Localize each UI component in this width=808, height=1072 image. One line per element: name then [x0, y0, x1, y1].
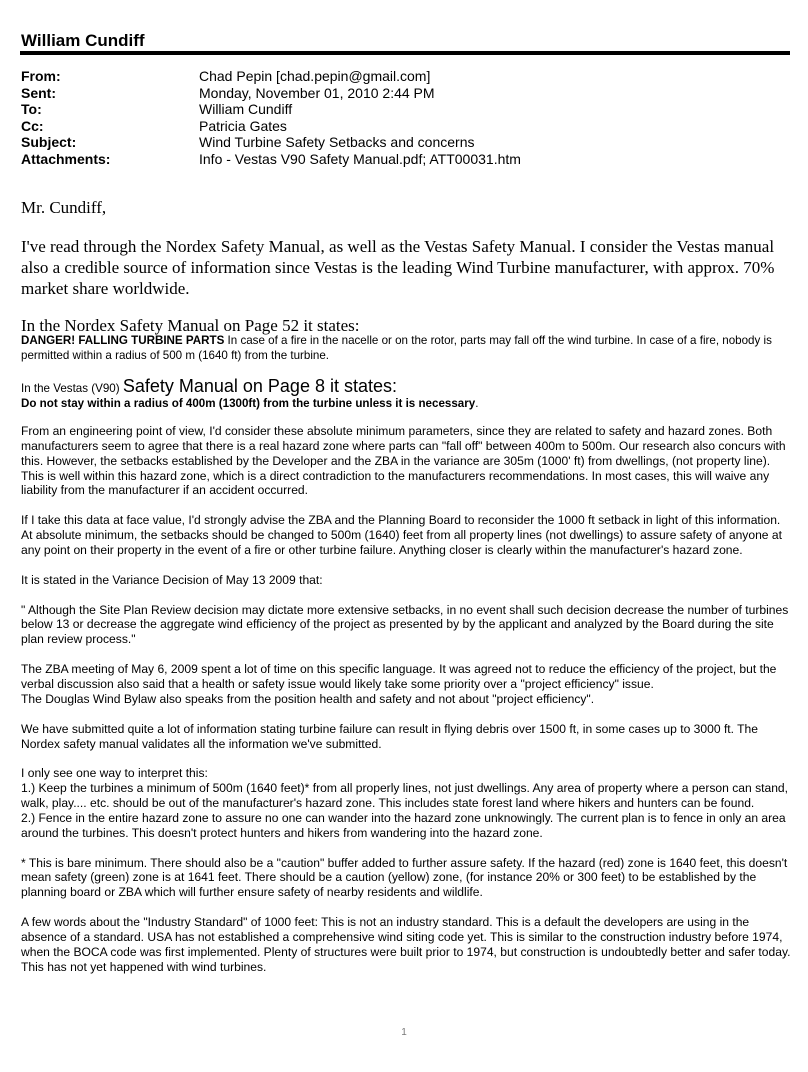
attachments-label: Attachments: — [21, 150, 111, 167]
paragraph-footnote: * This is bare minimum. There should also be a "caution" buffer added to further assure safety. If the hazard (red) zone is 1640 feet, this doesn't mean safety (green) zone is at 1641 feet. There should be a caution (yellow) zone, (for instance 20% or 300 feet) to be established by the planning board or ZBA which will further ensure safety of nearby residents and wildlife. — [21, 855, 788, 900]
mailbox-owner-name: William Cundiff — [21, 31, 145, 50]
nordex-quote — [21, 333, 793, 363]
header-divider — [20, 51, 790, 55]
paragraph-bylaw: The Douglas Wind Bylaw also speaks from the position health and safety and not about "project efficiency". — [21, 691, 595, 706]
nordex-quote-heading: In the Nordex Safety Manual on Page 52 it states: — [21, 316, 360, 335]
paragraph-variance-quote: " Although the Site Plan Review decision may dictate more extensive setbacks, in no event shall such decision decrease the number of turbines below 13 or decrease the aggregate wind efficiency of the project as presented by by the applicant and analyzed by the Board during the site plan review process." — [21, 602, 789, 647]
paragraph-industry-standard: A few words about the "Industry Standard" of 1000 feet: This is not an industry standard. This is a default the developers are using in the absence of a standard. USA has not established a comprehensive wind siting code yet. This is similar to the construction industry before 1974, when the BOCA code was first implemented. Plenty of structures were built prior to 1974, but construction is undoubtedly better and safer today. This has not yet happened with wind turbines. — [21, 915, 791, 974]
intro-paragraph: I've read through the Nordex Safety Manual, as well as the Vestas Safety Manual. I consider the Vestas manual also a credible source of information since Vestas is the leading Wind Turbine manufacturer, with approx. 70% market share worldwide. — [21, 237, 775, 298]
subject-value: Wind Turbine Safety Setbacks and concerns — [199, 134, 475, 150]
attachments-value: Info - Vestas V90 Safety Manual.pdf; ATT00031.htm — [199, 150, 521, 167]
to-label: To: — [21, 101, 42, 117]
vestas-warning-text: Do not stay within a radius of 400m (1300ft) from the turbine unless it is necessary — [21, 397, 476, 410]
paragraph-submitted: We have submitted quite a lot of information stating turbine failure can result in flying debris over 1500 ft, in some cases up to 3000 ft. The Nordex safety manual validates all the information we've submitted. — [21, 721, 759, 751]
from-value: Chad Pepin [chad.pepin@gmail.com] — [199, 68, 431, 84]
paragraph-engineering: From an engineering point of view, I'd consider these absolute minimum parameters, since they are related to safety and hazard zones. Both manufacturers seem to agree that there is a real hazard zone where parts can "fall off" between 400m to 500m. Our research also concurs with this. However, the setbacks established by the Developer and the ZBA in the variance are 305m (1000' ft) from dwellings, (not property line). This is well within this hazard zone, which is a direct contradiction to the manufacturers recommendations. In most cases, this will waive any liability from the manufacturer if an accident occurred. — [21, 424, 786, 498]
list-item-2: 2.) Fence in the entire hazard zone to assure no one can wander into the hazard zone unknowingly. The current plan is to fence in only an area around the turbines. This doesn't protect hunters and hikers from wandering into the hazard zone. — [21, 810, 786, 840]
sent-value: Monday, November 01, 2010 2:44 PM — [199, 84, 435, 101]
vestas-warning-end: . — [475, 397, 479, 410]
sent-label: Sent: — [21, 84, 56, 101]
page-number: 1 — [401, 1027, 407, 1038]
nordex-quote-text: In case of a fire in the nacelle or on the rotor, parts may fall off the wind turbine. In case of a fire, nobody is permitted within a radius of 500 m (1640 ft) from the turbine. — [21, 334, 772, 362]
nordex-danger-label: DANGER! FALLING TURBINE PARTS — [21, 334, 225, 347]
vestas-heading-large: Safety Manual on Page 8 it states: — [122, 376, 397, 396]
from-label: From: — [21, 68, 61, 84]
paragraph-interpret: I only see one way to interpret this: — [21, 766, 208, 781]
to-value: William Cundiff — [199, 101, 293, 117]
cc-label: Cc: — [21, 117, 44, 134]
vestas-warning — [21, 397, 478, 410]
subject-label: Subject: — [21, 134, 77, 150]
vestas-heading-small: In the Vestas (V90) — [21, 382, 123, 395]
salutation: Mr. Cundiff, — [21, 198, 107, 217]
paragraph-zba-meeting: The ZBA meeting of May 6, 2009 spent a lot of time on this specific language. It was agreed not to reduce the efficiency of the project, but the verbal discussion also said that a health or safety issue would likely take some priority over a "project efficiency" issue. — [21, 662, 777, 691]
list-item-1: 1.) Keep the turbines a minimum of 500m (1640 feet)* from all properly lines, not just dwellings. Any area of property where a person can stand, walk, play.... etc. should be out of the manufacturer's hazard zone. This includes state forest land where hikers and hunters can be found. — [21, 781, 789, 811]
email-body — [21, 424, 793, 989]
vestas-quote-heading — [21, 376, 397, 397]
paragraph-variance-intro: It is stated in the Variance Decision of May 13 2009 that: — [21, 572, 323, 587]
paragraph-advice: If I take this data at face value, I'd strongly advise the ZBA and the Planning Board to reconsider the 1000 ft setback in light of this information. At absolute minimum, the setbacks should be changed to 500m (1640) feet from all property lines (not dwellings) to assure safety of anyone at any point on their property in the event of a fire or other turbine failure. Anything closer is clearly within the manufacturer's hazard zone. — [21, 513, 782, 557]
cc-value: Patricia Gates — [199, 117, 287, 134]
